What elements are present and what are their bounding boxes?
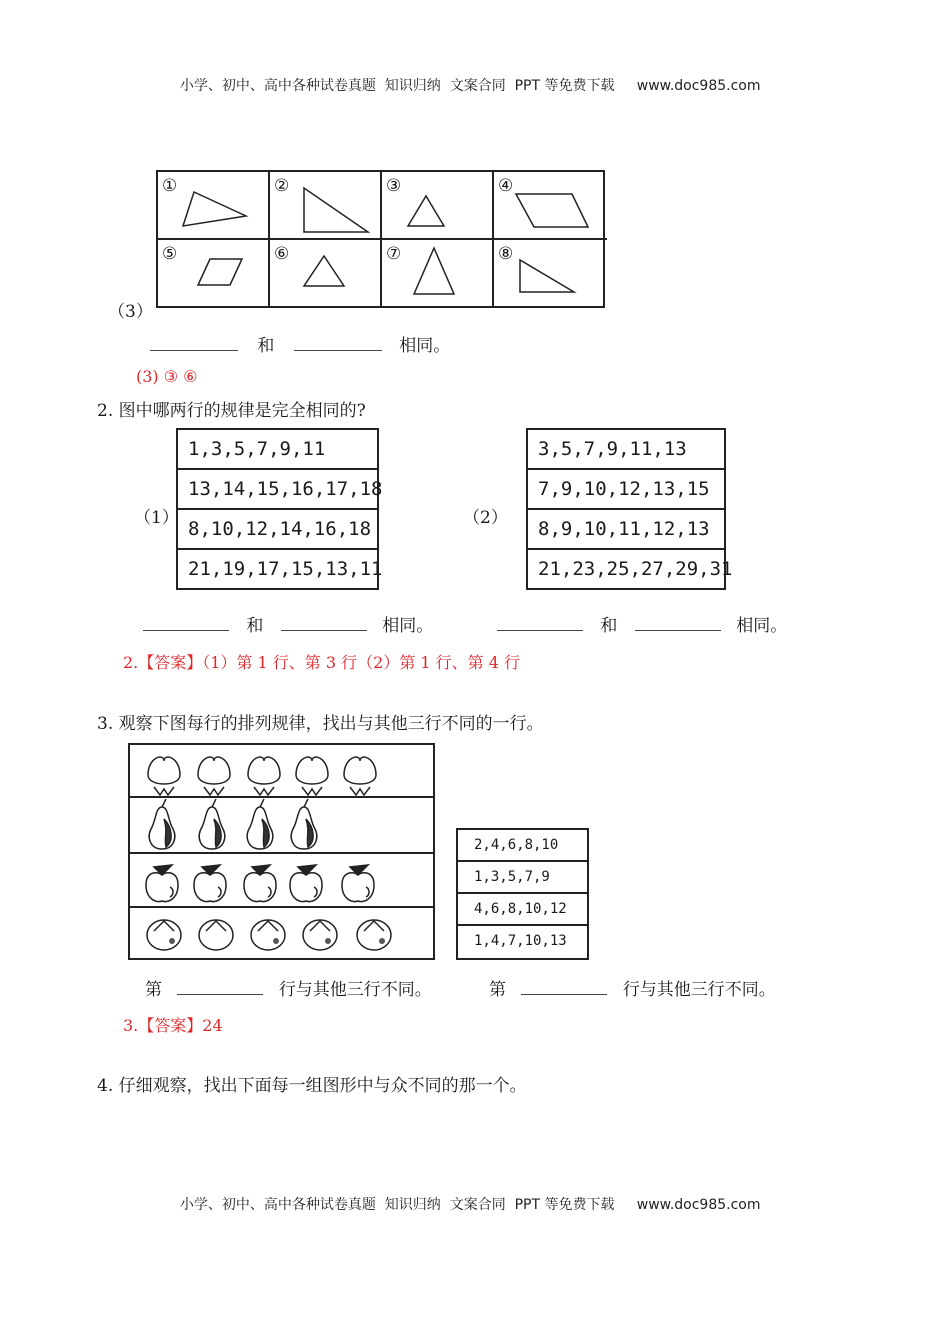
- triangle-shape: [270, 240, 380, 306]
- q3-answer: 3.【答案】24: [123, 1016, 223, 1035]
- header-url: www.doc985.com: [636, 78, 761, 94]
- footer-url: www.doc985.com: [636, 1197, 761, 1213]
- q3-answer-line-1: [145, 975, 432, 1000]
- shape-cell: [494, 172, 607, 240]
- prefix-text: 第: [489, 980, 506, 1000]
- parallelogram-shape: [158, 240, 268, 306]
- suffix-text: 行与其他三行不同。: [622, 980, 776, 1000]
- shape-cell: [494, 240, 607, 306]
- shape-cell: [382, 240, 494, 306]
- table-row: 3,5,7,9,11,13: [528, 430, 724, 470]
- table-row: 8,9,10,11,12,13: [528, 510, 724, 550]
- shape-cell: [158, 172, 270, 240]
- cell-number: ⑦: [386, 244, 402, 264]
- q2-answer: 2.【答案】（1）第 1 行、第 3 行（2）第 1 行、第 4 行: [123, 653, 521, 672]
- cell-number: ⑤: [162, 244, 178, 264]
- table2-label: （2）: [463, 508, 508, 528]
- number-table-2: [526, 428, 733, 590]
- table-row: 1,3,5,7,9,11: [178, 430, 377, 470]
- q4-title: 4. 仔细观察，找出下面每一组图形中与众不同的那一个。: [97, 1076, 527, 1096]
- table1-label: （1）: [134, 508, 179, 528]
- shape-grid: [156, 170, 605, 308]
- cell-number: ④: [498, 176, 514, 196]
- page-footer: [171, 1178, 761, 1214]
- fruit-grid: [128, 743, 435, 960]
- triangle-shape: [382, 240, 492, 306]
- table-row: 4,6,8,10,12: [458, 894, 587, 926]
- q2-title: 2. 图中哪两行的规律是完全相同的?: [97, 401, 366, 421]
- answer-blank[interactable]: [294, 334, 382, 351]
- suffix-text: 行与其他三行不同。: [278, 980, 432, 1000]
- table-row: 7,9,10,12,13,15: [528, 470, 724, 510]
- right-triangle-shape: [270, 172, 380, 238]
- conjunction: 和: [600, 616, 618, 636]
- q1-answer-line: [150, 331, 450, 356]
- header-text: 小学、初中、高中各种试卷真题 知识归纳 文案合同 PPT 等免费下载: [179, 78, 615, 94]
- answer-blank[interactable]: [281, 614, 367, 631]
- answer-blank[interactable]: [150, 334, 238, 351]
- same-text: 相同。: [399, 336, 451, 356]
- q3-title: 3. 观察下图每行的排列规律，找出与其他三行不同的一行。: [97, 714, 544, 734]
- table-row: 1,4,7,10,13: [474, 933, 567, 949]
- q2-answer-line-1: [143, 611, 433, 636]
- prefix-text: 第: [145, 980, 162, 1000]
- page-header: [171, 59, 761, 95]
- answer-blank[interactable]: [177, 978, 263, 995]
- cell-number: ⑧: [498, 244, 514, 264]
- shape-cell: [382, 172, 494, 240]
- answer-blank[interactable]: [521, 978, 607, 995]
- conjunction: 和: [257, 336, 275, 356]
- shape-cell: [270, 172, 382, 240]
- cell-number: ⑥: [274, 244, 290, 264]
- triangle-shape: [158, 172, 268, 238]
- cell-number: ③: [386, 176, 402, 196]
- table-row: 1,3,5,7,9: [458, 862, 587, 894]
- table-row: 13,14,15,16,17,18: [178, 470, 377, 510]
- cell-number: ①: [162, 176, 178, 196]
- answer-blank[interactable]: [635, 614, 721, 631]
- table-row: 21,19,17,15,13,11: [188, 558, 383, 580]
- footer-text: 小学、初中、高中各种试卷真题 知识归纳 文案合同 PPT 等免费下载: [179, 1197, 615, 1213]
- answer-blank[interactable]: [497, 614, 583, 631]
- q1-answer: (3) ③ ⑥: [136, 367, 198, 386]
- answer-blank[interactable]: [143, 614, 229, 631]
- number-table-1: [176, 428, 383, 590]
- same-text: 相同。: [382, 616, 434, 636]
- shape-cell: [270, 240, 382, 306]
- table-row: 21,23,25,27,29,31: [538, 558, 733, 580]
- fruit-illustration: [130, 745, 433, 958]
- q2-answer-line-2: [497, 611, 787, 636]
- right-triangle-shape: [494, 240, 604, 306]
- parallelogram-shape: [494, 172, 604, 238]
- same-text: 相同。: [736, 616, 788, 636]
- table-row: 2,4,6,8,10: [458, 830, 587, 862]
- triangle-shape: [382, 172, 492, 238]
- cell-number: ②: [274, 176, 290, 196]
- number-table-3: [456, 828, 589, 960]
- q3-answer-line-2: [489, 975, 776, 1000]
- shape-cell: [158, 240, 270, 306]
- conjunction: 和: [246, 616, 264, 636]
- q1-label: （3）: [108, 302, 153, 322]
- table-row: 8,10,12,14,16,18: [178, 510, 377, 550]
